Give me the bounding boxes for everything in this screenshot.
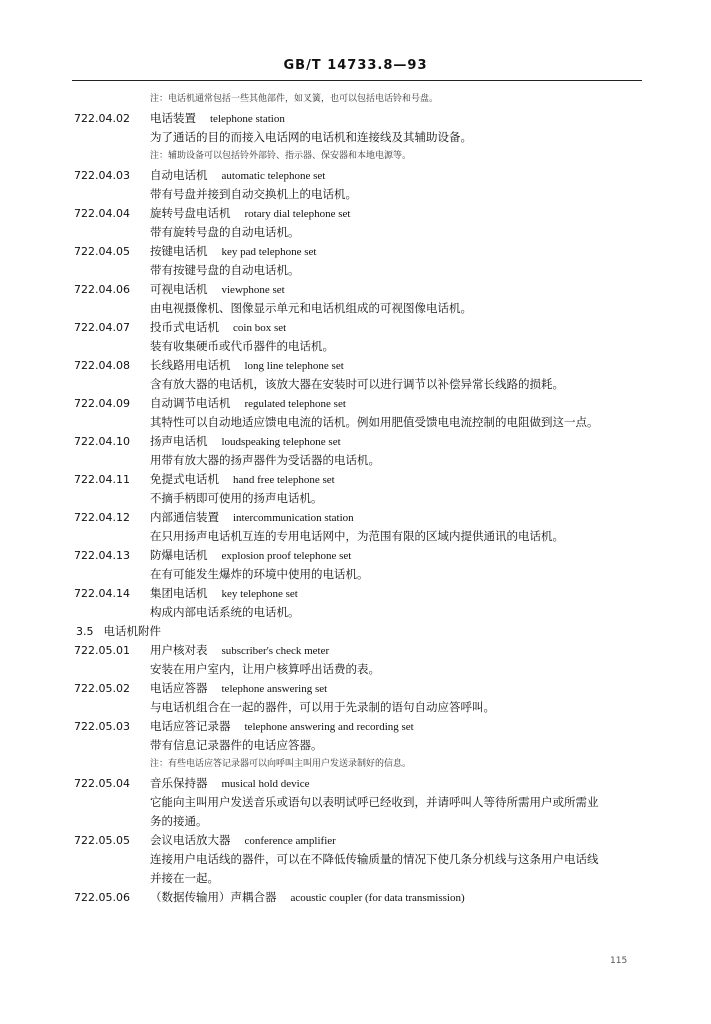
term-english: hand free telephone set [233,474,335,486]
term-code: 722.04.09 [74,397,130,410]
term-chinese: 会议电话放大器 [150,833,231,847]
term-definition: 不摘手柄即可使用的扬声电话机。 [150,491,323,505]
term-english: key telephone set [221,588,298,600]
term-definition: 连接用户电话线的器件，可以在不降低传输质量的情况下使几条分机线与这条用户电话线 [150,852,599,866]
term-entry [0,204,711,223]
term-code: 722.05.03 [74,720,130,733]
term-chinese: 免提式电话机 [150,472,219,486]
term-entry [0,470,711,489]
term-english: long line telephone set [244,360,344,372]
term-definition: 带有按键号盘的自动电话机。 [150,263,300,277]
term-chinese: 自动调节电话机 [150,396,231,410]
term-chinese: 电话装置 [150,111,196,125]
term-english: key pad telephone set [221,246,317,258]
term-note: 注：有些电话应答记录器可以向呼叫主叫用户发送录制好的信息。 [150,759,412,769]
term-english: viewphone set [221,284,285,296]
term-definition: 它能向主叫用户发送音乐或语句以表明试呼已经收到，并请呼叫人等待所需用户或所需业 [150,795,599,809]
term-entry [0,356,711,375]
term-code: 722.05.06 [74,891,130,904]
term-definition: 装有收集硬币或代币器件的电话机。 [150,339,334,353]
term-definition: 带有信息记录器件的电话应答器。 [150,738,323,752]
term-english: telephone station [210,113,285,125]
term-entry [0,166,711,185]
term-definition: 由电视摄像机、图像显示单元和电话机组成的可视图像电话机。 [150,301,472,315]
term-english: automatic telephone set [221,170,326,182]
term-english: telephone answering set [221,683,328,695]
term-english: acoustic coupler (for data transmission) [290,892,465,904]
term-definition: 在只用扬声电话机互连的专用电话网中，为范围有限的区域内提供通讯的电话机。 [150,529,564,543]
term-code: 722.05.01 [74,644,130,657]
page-number: 115 [610,956,628,966]
page-header: GB/T 14733.8—93 [283,58,428,73]
term-english: regulated telephone set [244,398,346,410]
term-entry [0,546,711,565]
term-chinese: 旋转号盘电话机 [150,206,231,220]
term-entry [0,318,711,337]
term-code: 722.04.03 [74,169,130,182]
term-definition: 其特性可以自动地适应馈电电流的话机。例如用肥值受馈电电流控制的电阻做到这一点。 [150,415,599,429]
term-code: 722.04.06 [74,283,130,296]
term-chinese: 自动电话机 [150,168,208,182]
term-code: 722.04.04 [74,207,130,220]
note: 注：电话机通常包括一些其他部件，如叉簧，也可以包括电话铃和号盘。 [150,94,439,104]
term-english: rotary dial telephone set [244,208,351,220]
document-body [0,90,711,907]
term-chinese: 用户核对表 [150,643,208,657]
term-chinese: 集团电话机 [150,586,208,600]
term-chinese: 可视电话机 [150,282,208,296]
term-list [0,641,711,907]
term-english: subscriber's check meter [221,645,330,657]
term-english: conference amplifier [244,835,336,847]
term-entry [0,679,711,698]
term-definition: 构成内部电话系统的电话机。 [150,605,300,619]
term-code: 722.04.13 [74,549,130,562]
term-chinese: 防爆电话机 [150,548,208,562]
term-definition: 含有放大器的电话机，该放大器在安装时可以进行调节以补偿异常长线路的损耗。 [150,377,564,391]
term-definition: 并接在一起。 [150,871,219,885]
term-chinese: 电话应答记录器 [150,719,231,733]
term-entry [0,280,711,299]
term-code: 722.04.08 [74,359,130,372]
term-english: intercommunication station [233,512,354,524]
term-code: 722.05.02 [74,682,130,695]
term-english: coin box set [233,322,287,334]
term-entry [0,109,711,128]
term-entry [0,394,711,413]
term-english: musical hold device [221,778,310,790]
term-note: 注：辅助设备可以包括铃外部铃、指示器、保安器和本地电源等。 [150,151,412,161]
term-chinese: 内部通信装置 [150,510,219,524]
term-definition: 在有可能发生爆炸的环境中使用的电话机。 [150,567,369,581]
term-english: explosion proof telephone set [221,550,352,562]
term-chinese: 电话应答器 [150,681,208,695]
term-code: 722.04.12 [74,511,130,524]
term-chinese: 音乐保持器 [150,776,208,790]
term-code: 722.05.05 [74,834,130,847]
term-definition: 安装在用户室内，让用户核算呼出话费的表。 [150,662,380,676]
section-title: 电话机附件 [103,624,161,638]
section-heading [0,622,711,641]
term-entry [0,432,711,451]
term-code: 722.04.14 [74,587,130,600]
term-entry [0,242,711,261]
term-english: telephone answering and recording set [244,721,414,733]
term-code: 722.05.04 [74,777,130,790]
term-definition: 与电话机组合在一起的器件，可以用于先录制的语句自动应答呼叫。 [150,700,495,714]
term-entry [0,774,711,793]
term-chinese: 长线路用电话机 [150,358,231,372]
term-entry [0,584,711,603]
term-english: loudspeaking telephone set [221,436,341,448]
term-code: 722.04.07 [74,321,130,334]
term-code: 722.04.11 [74,473,130,486]
term-entry [0,888,711,907]
term-list [0,109,711,622]
term-chinese: 投币式电话机 [150,320,219,334]
term-entry [0,717,711,736]
term-definition: 用带有放大器的扬声器件为受话器的电话机。 [150,453,380,467]
term-definition: 带有旋转号盘的自动电话机。 [150,225,300,239]
term-entry [0,641,711,660]
term-code: 722.04.10 [74,435,130,448]
term-code: 722.04.05 [74,245,130,258]
header-rule [72,80,642,81]
term-entry [0,831,711,850]
term-entry [0,508,711,527]
term-code: 722.04.02 [74,112,130,125]
section-number: 3.5 [76,625,94,638]
term-definition: 务的接通。 [150,814,208,828]
term-chinese: （数据传输用）声耦合器 [150,890,277,904]
term-chinese: 扬声电话机 [150,434,208,448]
term-chinese: 按键电话机 [150,244,208,258]
term-definition: 带有号盘并接到自动交换机上的电话机。 [150,187,357,201]
term-definition: 为了通话的目的而接入电话网的电话机和连接线及其辅助设备。 [150,130,472,144]
